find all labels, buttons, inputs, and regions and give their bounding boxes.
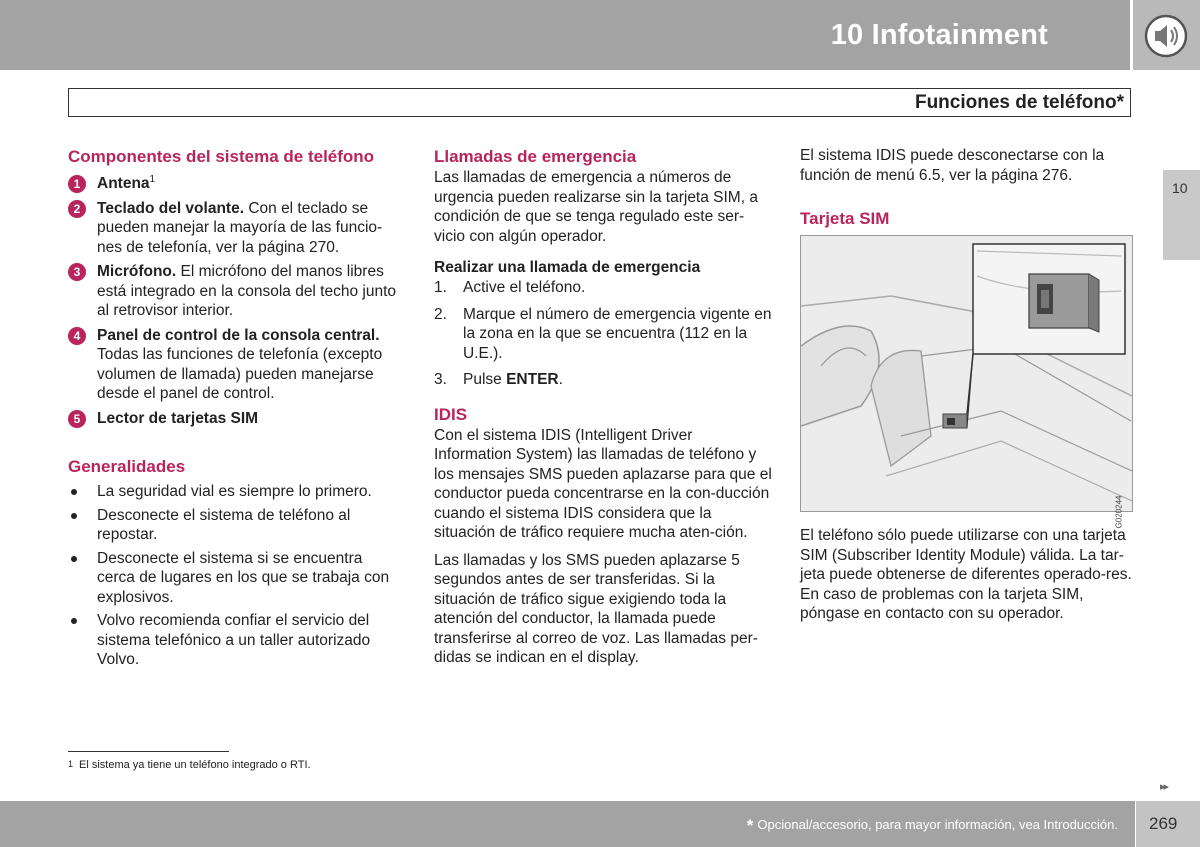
bullet-icon <box>71 556 77 562</box>
step-text: Active el teléfono. <box>463 279 586 296</box>
footnote <box>68 759 311 771</box>
idis-continued: El sistema IDIS puede desconectarse con la función de menú 6.5, ver la página 276. <box>800 147 1105 184</box>
number-badge: 5 <box>68 410 86 428</box>
list-item <box>68 611 403 670</box>
page-number-box <box>1136 801 1200 847</box>
sim-card-figure <box>800 235 1133 528</box>
idis-heading: IDIS <box>434 404 468 424</box>
list-item <box>68 174 403 194</box>
bullet-icon <box>71 618 77 624</box>
item-text: Desconecte el sistema si se encuentra cerca de lugares en los que se trabaja con explosivos. <box>97 549 390 606</box>
emergency-text: Las llamadas de emergencia a números de urgencia pueden realizarse sin la tarjeta SIM, a condición de que se tenga regulado este ser-vicio con algún operador. <box>434 169 758 245</box>
item-text: Volvo recomienda confiar el servicio del sistema telefónico a un taller autorizado Volvo. <box>97 612 371 668</box>
header-band <box>0 0 1130 70</box>
item-label: Micrófono. <box>97 263 177 280</box>
column-middle <box>434 146 774 668</box>
sim-text: El teléfono sólo puede utilizarse con una tarjeta SIM (Subscriber Identity Module) válida. La tar-jeta puede obtenerse de diferentes operado-res. En caso de problemas con la tarjeta SIM, póngase en contacto con su operador. <box>800 527 1132 622</box>
list-item <box>68 262 403 321</box>
sim-reader-illustration <box>801 236 1132 511</box>
footer-band <box>0 801 1135 847</box>
item-label: Lector de tarjetas SIM <box>97 409 259 427</box>
item-label: Panel de control de la consola central. <box>97 326 380 344</box>
list-item <box>68 409 403 429</box>
page-number: 269 <box>1149 814 1178 833</box>
step-keyword: ENTER <box>506 371 559 388</box>
number-badge: 3 <box>68 263 86 281</box>
step-item <box>434 370 774 390</box>
column-right <box>800 146 1135 624</box>
components-heading: Componentes del sistema de teléfono <box>68 147 375 166</box>
step-item <box>434 305 774 364</box>
steps-list <box>434 278 774 390</box>
item-text: El micrófono del manos libres está integrado en la consola del techo junto al retrovisor interior. <box>97 263 397 319</box>
section-title: Funciones de teléfono* <box>914 92 1124 113</box>
general-heading: Generalidades <box>68 457 186 476</box>
continue-arrow-icon: ▸▸ <box>1160 781 1168 793</box>
list-item <box>68 482 403 502</box>
components-list <box>68 174 403 428</box>
figure-code: G020244 <box>1114 495 1124 528</box>
general-list <box>68 482 403 670</box>
list-item <box>68 549 403 608</box>
footnote-ref: 1 <box>149 173 156 185</box>
step-number: 2. <box>434 305 447 323</box>
step-text: Marque el número de emergencia vigente en la zona en la que se encuentra (112 en la U.E.). <box>463 305 772 362</box>
list-item <box>68 506 403 545</box>
list-item <box>68 326 403 404</box>
step-text-end: . <box>558 371 563 388</box>
idis-paragraph-1: Con el sistema IDIS (Intelligent Driver Information System) las llamadas de teléfono y los mensajes SMS pueden aplazarse para que el conductor pueda concentrarse en la con-ducción cuando el sistema IDIS considera que la situación de tráfico requiere mucha aten-ción. <box>434 426 772 541</box>
bullet-icon <box>71 513 77 519</box>
idis-paragraph-2: Las llamadas y los SMS pueden aplazarse 5 segundos antes de ser transferidas. Si la situación de tráfico sigue exigiendo toda la atención del conductor, la llamada puede transferirse al correo de voz. Las llamadas per-didas se indican en el display. <box>434 551 758 666</box>
item-text: Todas las funciones de telefonía (excepto volumen de llamada) pueden manejarse desde el panel de control. <box>97 346 383 402</box>
chapter-side-tab <box>1163 170 1200 260</box>
number-badge: 1 <box>68 175 86 193</box>
list-item <box>68 199 403 258</box>
chapter-title: 10 Infotainment <box>830 19 1048 51</box>
footnote-divider <box>68 751 229 752</box>
side-tab-label: 10 <box>1172 180 1188 196</box>
column-left <box>68 146 403 670</box>
footer-note <box>747 816 1118 836</box>
step-number: 3. <box>434 371 447 388</box>
speaker-icon <box>1143 14 1189 58</box>
section-header <box>68 88 1131 117</box>
chapter-icon-box <box>1133 0 1200 70</box>
item-label: Antena <box>97 175 150 192</box>
footer-note-text: Opcional/accesorio, para mayor información, vea Introducción. <box>757 817 1118 832</box>
step-item <box>434 278 774 298</box>
step-text: Pulse <box>463 371 507 388</box>
step-number: 1. <box>434 279 447 296</box>
asterisk: * <box>746 816 754 835</box>
item-label: Teclado del volante. <box>97 199 245 217</box>
sim-heading: Tarjeta SIM <box>800 209 890 228</box>
number-badge: 4 <box>68 327 86 345</box>
item-text: Desconecte el sistema de teléfono al repostar. <box>97 506 351 543</box>
bullet-icon <box>71 489 77 495</box>
emergency-heading: Llamadas de emergencia <box>434 147 637 166</box>
footnote-text: El sistema ya tiene un teléfono integrado o RTI. <box>79 759 311 771</box>
footnote-mark: 1 <box>68 759 74 769</box>
item-text: La seguridad vial es siempre lo primero. <box>97 483 372 500</box>
make-call-heading: Realizar una llamada de emergencia <box>434 259 701 276</box>
item-text: Con el teclado se pueden manejar la mayoría de las funcio-nes de telefonía, ver la página 270. <box>97 199 383 256</box>
number-badge: 2 <box>68 200 86 218</box>
